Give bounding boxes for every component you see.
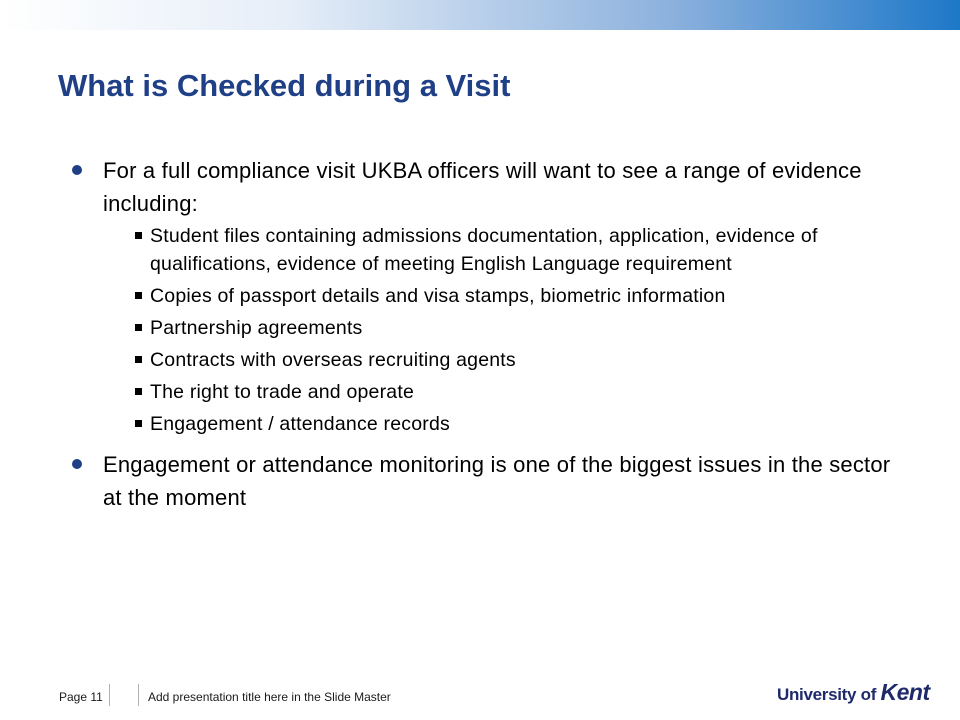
bullet-2 <box>72 448 892 514</box>
square-bullet-icon <box>135 356 142 363</box>
bullet-dot-icon <box>72 165 82 175</box>
square-bullet-icon <box>135 420 142 427</box>
bullet-1-text: For a full compliance visit UKBA officers will want to see a range of evidence including: <box>103 158 862 216</box>
sub-bullet-2-text: Copies of passport details and visa stamps, biometric information <box>150 285 726 307</box>
sub-bullet-1 <box>103 222 892 278</box>
bullet-dot-icon <box>72 459 82 469</box>
sub-bullet-6-text: Engagement / attendance records <box>150 413 450 435</box>
square-bullet-icon <box>135 292 142 299</box>
bullet-1 <box>72 154 892 438</box>
sub-bullet-3 <box>103 314 892 342</box>
sub-bullet-3-text: Partnership agreements <box>150 317 363 339</box>
footer-divider <box>109 684 110 706</box>
footer-page-number: Page 11 <box>59 690 103 704</box>
header-gradient-bar <box>0 0 960 30</box>
logo-kent-text: Kent <box>880 679 930 705</box>
sub-bullet-6 <box>103 410 892 438</box>
sub-bullet-4-text: Contracts with overseas recruiting agents <box>150 349 516 371</box>
sub-bullet-5 <box>103 378 892 406</box>
square-bullet-icon <box>135 388 142 395</box>
university-of-kent-logo <box>777 679 930 706</box>
sub-bullet-5-text: The right to trade and operate <box>150 381 415 403</box>
sub-bullet-2 <box>103 282 892 310</box>
slide-title: What is Checked during a Visit <box>58 68 511 103</box>
bullet-2-text: Engagement or attendance monitoring is one of the biggest issues in the sector at the moment <box>103 452 891 510</box>
logo-university-text: University of <box>777 685 881 704</box>
square-bullet-icon <box>135 232 142 239</box>
sub-bullet-4 <box>103 346 892 374</box>
sub-bullet-1-text: Student files containing admissions documentation, application, evidence of qualifications, evidence of meeting English Language requirement <box>150 225 818 275</box>
footer-presentation-title: Add presentation title here in the Slide Master <box>148 690 391 704</box>
square-bullet-icon <box>135 324 142 331</box>
footer-divider <box>138 684 139 706</box>
slide-content <box>72 154 892 514</box>
sub-bullet-list <box>103 222 892 438</box>
